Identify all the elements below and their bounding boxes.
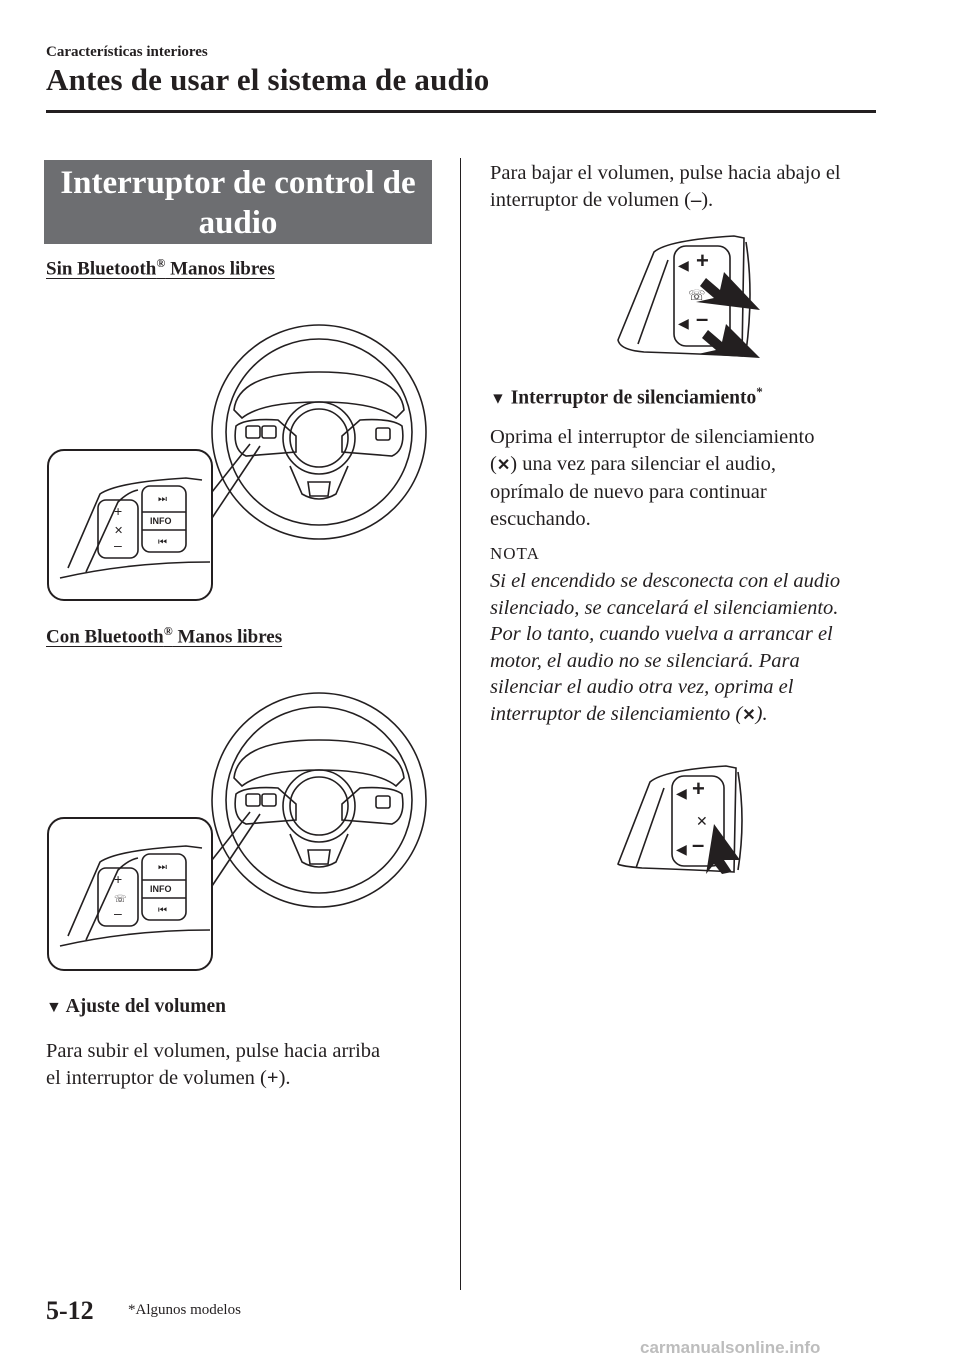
text-span: una vez para silenciar el audio, — [522, 453, 777, 475]
text-line — [46, 1065, 380, 1092]
subheading-sin-bluetooth — [46, 256, 275, 280]
text-span: el interruptor de volumen ( — [46, 1067, 267, 1089]
talk-icon: ☏ — [114, 894, 127, 905]
text-line: oprímalo de nuevo para continuar — [490, 481, 767, 503]
text-line: motor, el audio no se silenciará. Para — [490, 649, 800, 672]
plus-icon: + — [266, 1067, 279, 1089]
mute-icon: ✕ — [696, 813, 708, 829]
watermark: carmanualsonline.info — [640, 1338, 821, 1357]
volume-up-icon: + — [114, 503, 123, 519]
speaker-icon: ◀ — [678, 257, 689, 273]
speaker-icon: ◀ — [676, 841, 687, 857]
text-line: silenciar el audio otra vez, oprima el — [490, 676, 794, 698]
footnote-mark: * — [756, 384, 763, 399]
info-button-label: INFO — [150, 884, 172, 894]
triangle-bullet-icon: ▼ — [46, 999, 62, 1016]
text-line: Si el encendido se desconecta con el audio — [490, 570, 841, 592]
mute-icon: ✕ — [742, 706, 756, 724]
steering-wheel-bluetooth-illustration — [46, 690, 432, 974]
page-title: Antes de usar el sistema de audio — [46, 62, 490, 97]
minus-icon: – — [690, 189, 702, 211]
nota-label: NOTA — [490, 544, 540, 563]
triangle-bullet-icon: ▼ — [490, 390, 506, 408]
text-line — [490, 701, 840, 730]
text-line: Para subir el volumen, pulse hacia arriba — [46, 1040, 381, 1062]
column-divider — [460, 158, 461, 1290]
text-line: (✕) una vez para silenciar el audio, — [490, 453, 777, 475]
page-number: 5-12 — [46, 1296, 94, 1325]
volume-switch-illustration — [614, 232, 762, 360]
text-span: interruptor de volumen ( — [490, 189, 691, 211]
registered-mark: ® — [163, 624, 173, 638]
text-span: ). — [755, 702, 768, 725]
subheading-con-bluetooth — [46, 624, 282, 648]
text-line: silenciado, se cancelará el silenciamiento. — [490, 596, 839, 619]
info-button-label: INFO — [150, 516, 172, 526]
subheading-text: Con Bluetooth — [46, 626, 164, 648]
subheading-text: Sin Bluetooth — [46, 258, 157, 280]
text-span: interruptor de silenciamiento ( — [490, 702, 743, 725]
mute-switch-illustration — [614, 764, 750, 876]
volume-down-icon: – — [114, 537, 122, 553]
steering-wheel-illustration — [46, 322, 432, 604]
plus-icon: + — [696, 248, 709, 273]
mute-heading-text: Interruptor de silenciamiento — [510, 387, 757, 409]
seek-forward-icon: ⏭ — [158, 494, 167, 505]
title-rule — [46, 110, 876, 113]
text-line: Para bajar el volumen, pulse hacia abajo el — [490, 162, 841, 184]
mute-icon: ✕ — [114, 525, 124, 537]
footnote: *Algunos modelos — [128, 1302, 241, 1318]
mute-text — [490, 424, 814, 533]
volume-down-text — [490, 160, 841, 214]
seek-forward-icon: ⏭ — [158, 862, 167, 873]
volume-heading-text: Ajuste del volumen — [65, 996, 226, 1017]
minus-icon: – — [696, 306, 709, 331]
seek-back-icon: ⏮ — [158, 905, 167, 916]
section-label: Características interiores — [46, 44, 208, 60]
volume-heading — [46, 996, 226, 1018]
seek-back-icon: ⏮ — [158, 537, 167, 548]
plus-icon: + — [692, 776, 705, 801]
registered-mark: ® — [156, 256, 166, 270]
text-line: Oprima el interruptor de silenciamiento — [490, 426, 815, 448]
text-line: Por lo tanto, cuando vuelva a arrancar el — [490, 623, 833, 645]
subheading-rest: Manos libres — [165, 258, 275, 280]
section-heading: Interruptor de control de audio — [44, 160, 432, 244]
volume-down-icon: – — [114, 905, 122, 921]
text-span: ). — [278, 1067, 291, 1089]
volume-up-icon: + — [114, 871, 123, 887]
text-line — [490, 187, 841, 214]
mute-icon: ✕ — [496, 457, 511, 474]
nota-text — [490, 568, 840, 729]
talk-icon: ☏ — [688, 287, 706, 303]
mute-heading — [490, 384, 763, 410]
minus-icon: – — [692, 832, 705, 857]
text-span: ). — [701, 189, 714, 211]
volume-up-text — [46, 1038, 380, 1092]
speaker-icon: ◀ — [678, 315, 689, 331]
subheading-rest: Manos libres — [172, 626, 283, 648]
text-line: escuchando. — [490, 508, 591, 530]
speaker-icon: ◀ — [676, 785, 687, 801]
